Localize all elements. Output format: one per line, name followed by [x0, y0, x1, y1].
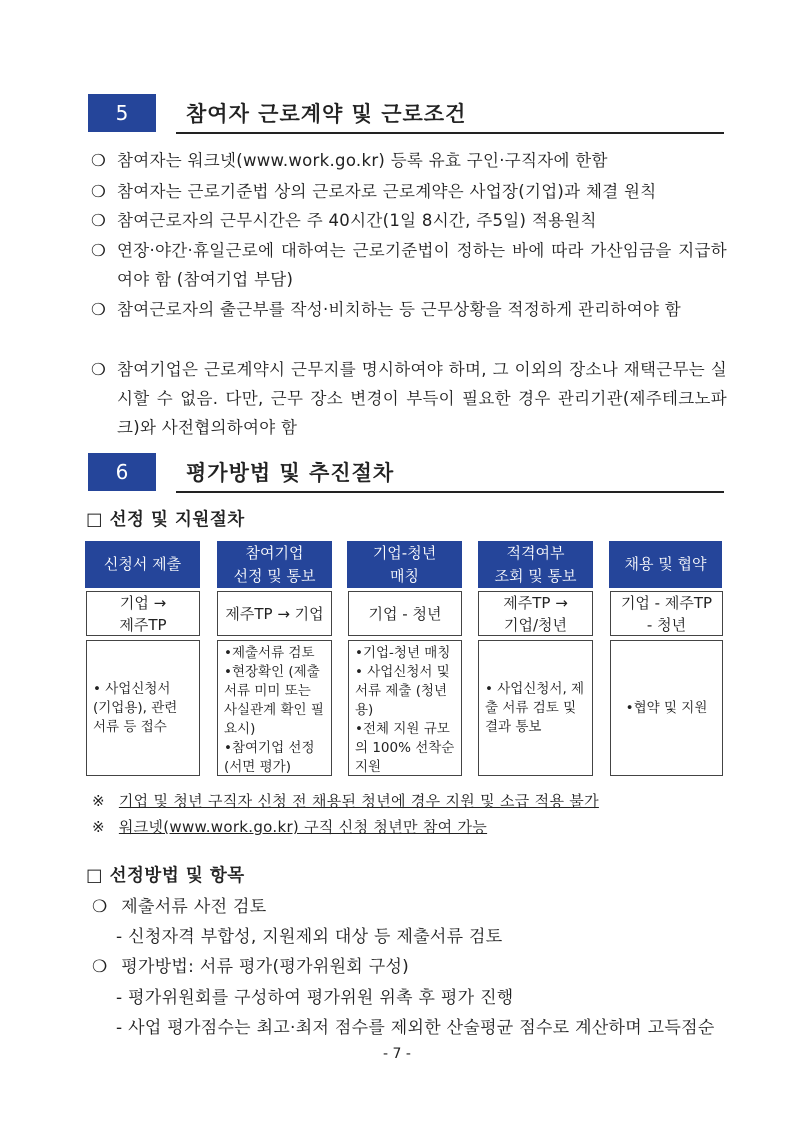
process-step-actor: 기업 - 제주TP - 청년 [610, 591, 723, 636]
process-step-detail: • 사업신청서, 제출 서류 검토 및 결과 통보 [478, 640, 593, 776]
process-step-header: 기업-청년 매칭 [347, 541, 462, 588]
sub-item: - 신청자격 부합성, 지원제외 대상 등 제출서류 검토 [116, 927, 503, 947]
section-number: 6 [88, 453, 156, 491]
circle-bullet-icon: ❍ [91, 211, 107, 230]
sub-item: - 평가위원회를 구성하여 평가위원 위촉 후 평가 진행 [116, 988, 514, 1008]
section-divider [176, 491, 724, 493]
section-title: 평가방법 및 추진절차 [186, 461, 395, 485]
bullet-item: ❍ 참여기업은 근로계약시 근무지를 명시하여야 하며, 그 이외의 장소나 재택근무는 실시할 수 없음. 다만, 근무 장소 변경이 부득이 필요한 경우 관리기관(제주테크노파크)와 사전협의하여야 함 [91, 355, 727, 442]
process-step-header: 적격여부 조회 및 통보 [478, 541, 593, 588]
process-step-actor: 기업 - 청년 [348, 591, 462, 636]
process-step-detail: •기업-청년 매칭 • 사업신청서 및 서류 제출 (청년용) •전체 지원 규모의 100% 선착순 지원 [348, 640, 462, 776]
bullet-item: ❍ 참여자는 워크넷(www.work.go.kr) 등록 유효 구인·구직자에 한함 [91, 146, 727, 175]
process-step-actor: 기업 → 제주TP [86, 591, 200, 636]
process-step-header: 채용 및 협약 [609, 541, 722, 588]
circle-bullet-icon: ❍ [91, 182, 107, 201]
section-6-heading [88, 453, 724, 493]
process-step-actor: 제주TP → 기업/청년 [478, 591, 593, 636]
circle-bullet-icon: ❍ [91, 241, 107, 260]
circle-bullet-icon: ❍ [92, 897, 108, 917]
subsection-title: □ 선정방법 및 항목 [86, 866, 245, 886]
section-5-heading [88, 94, 724, 134]
process-step-detail: •제출서류 검토 •현장확인 (제출서류 미미 또는 사실관계 확인 필요시) •참여기업 선정 (서면 평가) [217, 640, 332, 776]
footnote: ※ 워크넷(www.work.go.kr) 구직 신청 청년만 참여 가능 [92, 818, 488, 836]
bullet-item: ❍ 참여자는 근로기준법 상의 근로자로 근로계약은 사업장(기업)과 체결 원칙 [91, 177, 727, 206]
process-step-detail: •협약 및 지원 [610, 640, 723, 776]
bullet-item: ❍ 참여근로자의 출근부를 작성·비치하는 등 근무상황을 적정하게 관리하여야 함 [91, 295, 727, 324]
process-step-header: 참여기업 선정 및 통보 [217, 541, 332, 588]
section-number: 5 [88, 94, 156, 132]
circle-bullet-icon: ❍ [91, 151, 107, 170]
section-title: 참여자 근로계약 및 근로조건 [186, 102, 467, 126]
section-divider [176, 132, 724, 134]
bullet-item: ❍ 연장·야간·휴일근로에 대하여는 근로기준법이 정하는 바에 따라 가산임금을 지급하여야 함 (참여기업 부담) [91, 236, 727, 294]
process-step-actor: 제주TP → 기업 [217, 591, 332, 636]
circle-bullet-icon: ❍ [91, 360, 107, 379]
footnote: ※ 기업 및 청년 구직자 신청 전 채용된 청년에 경우 지원 및 소급 적용 불가 [92, 792, 599, 810]
subsection-title: □ 선정 및 지원절차 [86, 510, 245, 530]
circle-bullet-icon: ❍ [92, 957, 108, 977]
bullet-item: ❍ 참여근로자의 근무시간은 주 40시간(1일 8시간, 주5일) 적용원칙 [91, 206, 727, 235]
process-step-header: 신청서 제출 [85, 541, 200, 588]
page-number: - 7 - [383, 1046, 411, 1062]
circle-bullet-icon: ❍ [91, 300, 107, 319]
sub-item: - 사업 평가점수는 최고·최저 점수를 제외한 산술평균 점수로 계산하며 고득점순 [116, 1018, 715, 1038]
bullet-item: ❍ 제출서류 사전 검토 [92, 897, 267, 917]
bullet-item: ❍ 평가방법: 서류 평가(평가위원회 구성) [92, 957, 410, 977]
process-step-detail: • 사업신청서 (기업용), 관련 서류 등 접수 [86, 640, 200, 776]
